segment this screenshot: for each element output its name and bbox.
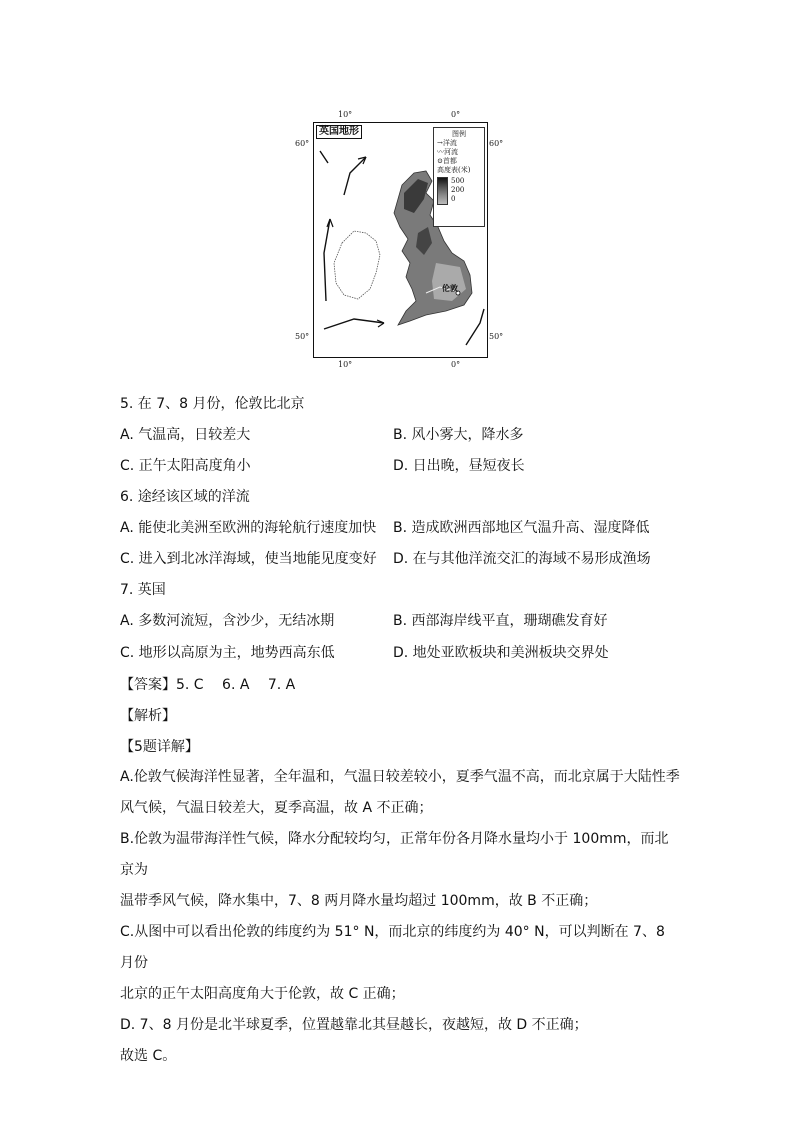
city-label-london: 伦敦: [442, 283, 458, 293]
detail-line: 北京的正午太阳高度角大于伦敦，故 C 正确；: [120, 986, 405, 1002]
map-frame: [313, 122, 488, 358]
question-7-option-c: C. 地形以高原为主，地势西高东低: [120, 645, 335, 661]
detail-label: 【5题详解】: [120, 739, 199, 755]
analysis-label: 【解析】: [120, 708, 176, 724]
question-6-option-b: B. 造成欧洲西部地区气温升高、湿度降低: [393, 520, 650, 536]
lon-label-10: 10°: [338, 110, 353, 119]
elev-200: 200: [451, 186, 465, 194]
lat-label-60-right: 60°: [489, 139, 504, 148]
legend-elevation-ramp: [437, 177, 481, 205]
detail-paragraph: [120, 762, 680, 1072]
legend-current-label: 洋流: [442, 139, 457, 147]
answer-line: 【答案】5. C 6. A 7. A: [120, 677, 296, 693]
legend-elevation-title: 高度表(米): [437, 166, 471, 174]
question-6-stem: 6. 途经该区域的洋流: [120, 489, 250, 505]
lon-label-0-bottom: 0°: [451, 360, 461, 369]
ocean-current-arrow: [377, 320, 384, 327]
legend-river: [437, 148, 481, 157]
ocean-current-arrow: [320, 151, 328, 163]
ocean-current-arrow: [344, 157, 366, 195]
question-6-option-d: D. 在与其他洋流交汇的海域不易形成渔场: [393, 551, 651, 567]
detail-line: A.伦敦气候海洋性显著，全年温和，气温日较差较小，夏季气温不高，而北京属于大陆性季: [120, 769, 680, 785]
elev-0: 0: [451, 195, 456, 203]
lat-label-50: 50°: [295, 332, 310, 341]
ocean-current-arrow: [324, 319, 384, 329]
question-5-option-c: C. 正午太阳高度角小: [120, 458, 251, 474]
map-title: 英国地形: [316, 125, 362, 139]
ocean-current-arrow: [466, 309, 484, 345]
question-7-option-b: B. 西部海岸线平直，珊瑚礁发育好: [393, 613, 608, 629]
lon-label-10-bottom: 10°: [338, 360, 353, 369]
question-5-stem: 5. 在 7、8 月份，伦敦比北京: [120, 396, 305, 412]
legend-capital-label: 首都: [442, 157, 457, 165]
lat-label-60: 60°: [295, 139, 310, 148]
question-7-stem: 7. 英国: [120, 582, 166, 598]
lat-label-50-right: 50°: [489, 332, 504, 341]
legend-title: 图例: [452, 130, 466, 138]
elev-500: 500: [451, 177, 465, 185]
ocean-current-arrow: [324, 219, 330, 301]
current-arrow-icon: →: [437, 139, 443, 147]
detail-line: 故选 C。: [120, 1048, 177, 1064]
detail-line: D. 7、8 月份是北半球夏季，位置越靠北其昼越长，夜越短，故 D 不正确；: [120, 1017, 588, 1033]
uk-terrain-map: [295, 108, 505, 370]
question-7-option-d: D. 地处亚欧板块和美洲板块交界处: [393, 645, 609, 661]
question-5-option-d: D. 日出晚，昼短夜长: [393, 458, 525, 474]
question-5-option-a: A. 气温高，日较差大: [120, 427, 251, 443]
river-icon: 〰: [437, 148, 444, 156]
legend-river-label: 河流: [444, 148, 458, 156]
question-7-option-a: A. 多数河流短，含沙少，无结冰期: [120, 613, 335, 629]
lon-label-0: 0°: [451, 110, 461, 119]
detail-line: 风气候，气温日较差大，夏季高温，故 A 不正确；: [120, 800, 433, 816]
elevation-color-bar: [437, 177, 448, 205]
ireland-landmass: [334, 231, 380, 299]
detail-line: C.从图中可以看出伦敦的纬度约为 51° N，而北京的纬度约为 40° N，可以判断在 7、8 月份: [120, 924, 665, 971]
detail-line: 温带季风气候，降水集中，7、8 两月降水量均超过 100mm，故 B 不正确；: [120, 893, 598, 909]
detail-line: B.伦敦为温带海洋性气候，降水分配较均匀，正常年份各月降水量均小于 100mm，而北京为: [120, 831, 669, 878]
question-6-option-a: A. 能使北美洲至欧洲的海轮航行速度加快: [120, 520, 377, 536]
capital-icon: ⊙: [437, 157, 443, 165]
question-5-option-b: B. 风小雾大，降水多: [393, 427, 524, 443]
question-6-option-c: C. 进入到北冰洋海域，使当地能见度变好: [120, 551, 377, 567]
legend-capital: [437, 157, 481, 166]
legend-current: [437, 139, 481, 148]
map-legend: [433, 127, 485, 227]
